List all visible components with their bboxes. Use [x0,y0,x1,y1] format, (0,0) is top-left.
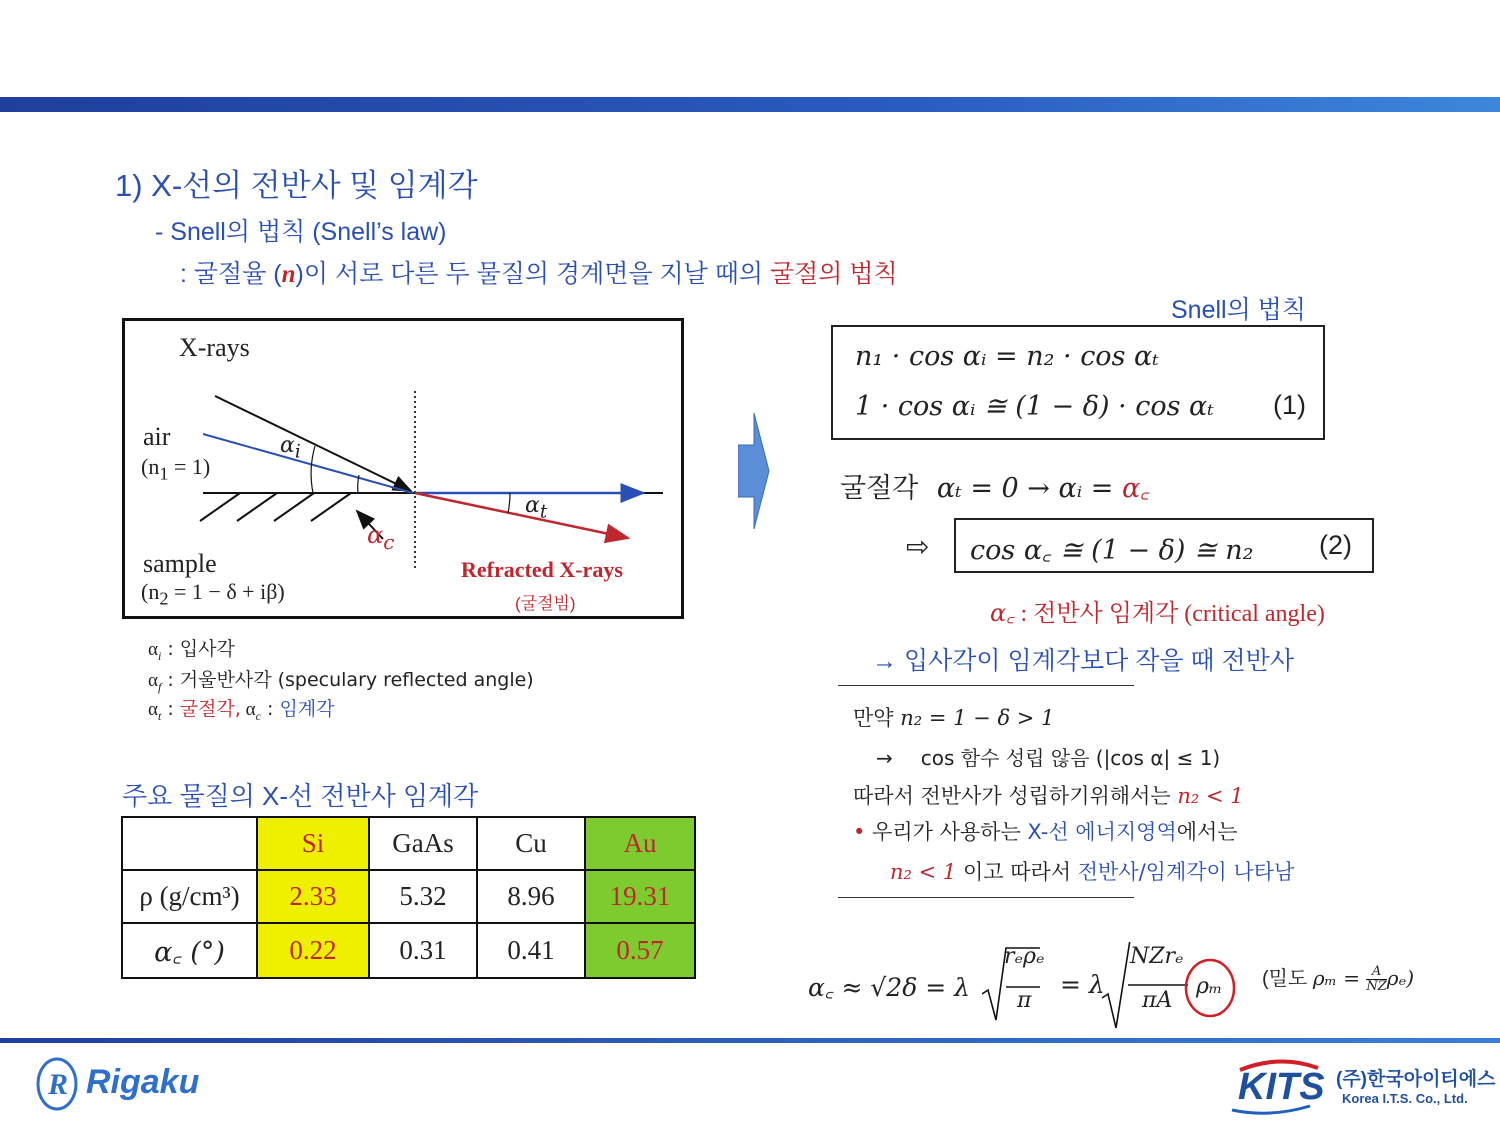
table-row-label-angle [122,923,257,978]
footer-band [0,1038,1500,1043]
sample-hatching [200,493,351,521]
note-line-1 [853,702,1054,732]
snell-label: Snell의 법칙 [1171,296,1306,324]
eq-number-2: (2) [1319,530,1352,560]
kits-wordmark: KITS [1238,1066,1325,1108]
alpha-c-label [367,521,394,554]
legend-text-4: : [260,698,280,720]
crit-sym: α꜀ [990,599,1015,627]
desc-n: n [281,261,296,288]
note5-mid: 이고 따라서 [956,860,1078,884]
table-title: 주요 물질의 X-선 전반사 임계각 [122,781,479,811]
refraction-zero-red: α꜀ [1121,473,1150,504]
header-band [0,97,1500,112]
legend-red-3: 굴절각, [179,698,241,720]
angle-arc-t [508,493,510,513]
legend-text-1: : 입사각 [161,638,235,660]
section-description [180,254,898,290]
alpha-t-sym: α [525,493,540,518]
legend-sym-3: α [148,699,158,720]
legend-reflected [148,665,534,695]
alpha-i-sym: α [280,433,295,458]
note2-arrow: → [876,746,893,770]
kits-korean-name: (주)한국아이티에스 [1336,1069,1496,1090]
note4-post: 에서는 [1176,820,1238,844]
notes-bottom-rule [838,897,1134,898]
table-header-gaas: GaAs [369,817,477,870]
n2-label [141,579,285,609]
note-line-3 [853,780,1244,810]
refraction-zero-line [840,466,1150,505]
density-fraction [1366,965,1386,994]
table-cell: 19.31 [585,870,695,923]
critical-equation-box [954,518,1374,573]
note2-text: cos 함수 성립 않음 (|cos α| ≤ 1) [920,746,1221,770]
table-header-cu: Cu [477,817,585,870]
desc-pre: : 굴절율 ( [180,260,282,288]
frac2-numerator: NZrₑ [1130,944,1184,969]
kits-english-name: Korea I.T.S. Co., Ltd. [1342,1091,1468,1106]
table-header-empty [122,817,257,870]
alpha-t-sub: t [539,501,548,523]
angle-label-text: α꜀ (°) [154,937,225,968]
table-cell: 0.57 [585,923,695,978]
desc-red: 굴절의 법칙 [769,260,898,288]
note1-pre: 만약 [853,706,901,730]
alpha-c-sub: c [383,529,395,554]
alpha-i-sub: i [294,441,301,463]
note-line-4 [853,816,1238,846]
n1-sub: 1 [159,463,169,484]
refracted-ray [415,493,628,538]
snell-eq-2: 1 · cos αᵢ ≅ (1 − δ) · cos αₜ [855,391,1214,422]
alpha-t-label [525,493,547,522]
note1-eq: n₂ = 1 − δ > 1 [900,706,1055,730]
critical-ray [203,434,413,493]
alpha-c-sym: α [367,521,384,549]
desc-mid: )이 서로 다른 두 물질의 경계면을 지날 때의 [295,260,770,288]
frac1-numerator: rₑρₑ [1004,944,1045,969]
refraction-zero-eq: αₜ = 0 → αᵢ = [936,473,1122,504]
n1-label [141,454,210,484]
legend-sub-2: f [157,679,162,694]
note5-red: n₂ < 1 [890,860,957,884]
table-cell: 0.22 [257,923,369,978]
svg-text:R: R [48,1068,69,1101]
sample-label: sample [143,549,217,578]
frac1-denominator: π [1017,988,1032,1013]
frac2-denominator: πA [1142,988,1173,1013]
air-label: air [143,422,171,451]
legend-sub-1: i [157,648,162,663]
angle-arc-c [358,475,359,493]
table-header-au: Au [585,817,695,870]
legend-text-2: : 거울반사각 (speculary reflected angle) [161,669,534,691]
legend-sub-3: t [157,708,162,723]
critical-angle-definition [990,593,1325,629]
density-eq: ρₘ = [1312,966,1367,990]
alpha-i-label [280,433,301,462]
refraction-diagram [122,318,684,619]
legend-sub-4: c [255,708,261,723]
note3-red: n₂ < 1 [1177,784,1244,808]
table-cell: 0.31 [369,923,477,978]
rigaku-wordmark: Rigaku [86,1063,200,1101]
legend-incident [148,634,235,664]
critical-eq: cos α꜀ ≅ (1 − δ) ≅ n₂ [970,535,1254,566]
legend-refraction [148,694,335,724]
rigaku-emblem-icon [36,1056,80,1112]
refracted-kr-label: (굴절빔) [515,594,576,613]
formula-lhs: α꜀ ≈ √2δ = λ [808,973,970,1002]
legend-sym-2: α [148,670,158,691]
note4-blue: X-선 에너지영역 [1027,820,1177,844]
n2-sub: 2 [159,588,169,609]
table-cell: 5.32 [369,870,477,923]
n1-tail: = 1) [168,454,211,479]
note4-pre: 우리가 사용하는 [865,820,1028,844]
refraction-zero-label: 굴절각 [840,473,919,503]
note-line-2 [876,742,1220,771]
density-post: ρₑ) [1386,966,1415,990]
table-header-si: Si [257,817,369,870]
note-line-5 [890,856,1294,886]
transition-arrow [738,413,770,529]
table-row [122,923,695,978]
note3-pre: 따라서 전반사가 성립하기위해서는 [853,784,1178,808]
density-num: A [1366,965,1386,980]
notes-top-rule [838,685,1134,686]
crit-text: : 전반사 임계각 (critical angle) [1014,601,1325,627]
legend-sym-4: α [240,699,256,720]
rho-m: ρₘ [1196,974,1223,999]
refracted-label: Refracted X-rays [461,557,623,582]
formula-equals: = λ [1060,970,1105,999]
section-subtitle: - Snell의 법칙 (Snell’s law) [155,218,447,246]
note4-bullet: • [853,820,866,844]
density-note [1262,962,1414,994]
n1-text: (n [141,454,160,479]
legend-sym-1: α [148,639,158,660]
table-cell: 8.96 [477,870,585,923]
legend-text-3: : [161,698,180,720]
n2-tail: = 1 − δ + iβ) [168,579,285,604]
table-header-row [122,817,695,870]
eq-number-1: (1) [1273,390,1306,420]
xrays-label: X-rays [179,333,250,362]
critical-angle-table [121,816,696,979]
incident-ray [215,396,411,491]
table-row-label-density: ρ (g/cm³) [122,870,257,923]
table-cell: 2.33 [257,870,369,923]
note5-blue: 전반사/임계각이 나타남 [1077,860,1295,884]
table-cell: 0.41 [477,923,585,978]
page-title: 1) X-선의 전반사 및 임계각 [115,168,478,203]
total-reflection-note: → 입사각이 임계각보다 작을 때 전반사 [872,647,1294,675]
legend-blue-3: 임계각 [279,698,335,720]
snell-eq-1: n₁ · cos αᵢ = n₂ · cos αₜ [855,341,1159,372]
snell-equation-box [831,325,1325,440]
table-row [122,870,695,923]
density-pre: (밀도 [1262,968,1313,990]
implies-arrow-icon: ⇨ [906,530,930,563]
angle-arc-i [311,446,315,493]
density-den: NZ [1366,979,1387,994]
n2-text: (n [141,579,160,604]
